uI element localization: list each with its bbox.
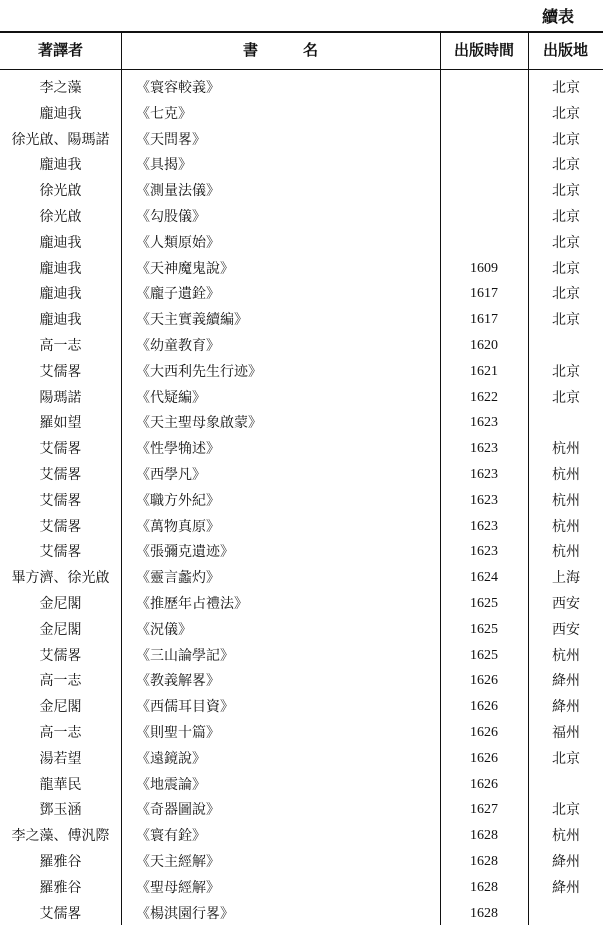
table-row	[0, 823, 603, 849]
table-row	[0, 514, 603, 540]
place-cell: 北京	[552, 131, 580, 148]
author-cell: 羅雅谷	[39, 879, 82, 896]
year-cell: 1627	[470, 802, 498, 818]
author-cell: 徐光啟、陽瑪諾	[11, 131, 110, 148]
year-cell: 1628	[470, 854, 498, 869]
place-cell: 北京	[552, 750, 580, 767]
title-cell: 《代疑編》	[136, 389, 206, 406]
author-cell: 艾儒畧	[39, 905, 82, 922]
table-row	[0, 797, 603, 823]
continued-table-label: 續表	[542, 7, 575, 26]
table-row	[0, 462, 603, 488]
author-cell: 艾儒畧	[39, 441, 82, 458]
place-cell: 上海	[552, 570, 580, 587]
table-row	[0, 204, 603, 230]
place-cell: 杭州	[552, 492, 580, 509]
title-cell: 《天問畧》	[136, 131, 206, 148]
table-row	[0, 643, 603, 669]
table-row	[0, 436, 603, 462]
author-cell: 龐迪我	[39, 234, 82, 251]
place-cell: 北京	[552, 802, 580, 819]
title-cell: 《遠鏡說》	[136, 750, 206, 767]
table-row	[0, 152, 603, 178]
table-row	[0, 410, 603, 436]
title-cell: 《奇器圖說》	[136, 802, 220, 819]
year-cell: 1623	[470, 441, 498, 457]
table-row	[0, 772, 603, 798]
author-cell: 徐光啟	[39, 183, 82, 200]
table-row	[0, 256, 603, 282]
title-cell: 《職方外紀》	[136, 492, 220, 509]
place-cell: 福州	[552, 725, 580, 741]
table-row	[0, 359, 603, 385]
table-top-rule	[0, 31, 603, 33]
year-cell: 1626	[470, 699, 498, 715]
table-row	[0, 333, 603, 359]
author-cell: 龐迪我	[39, 105, 82, 122]
year-cell: 1623	[470, 492, 498, 508]
place-cell: 北京	[552, 363, 580, 380]
title-cell: 《具揭》	[136, 157, 192, 174]
author-cell: 金尼閣	[39, 699, 82, 716]
author-cell: 高一志	[39, 338, 82, 354]
author-cell: 艾儒畧	[39, 363, 82, 380]
place-cell: 杭州	[552, 441, 580, 458]
table-row	[0, 565, 603, 591]
place-cell: 杭州	[552, 647, 580, 664]
place-cell: 杭州	[552, 518, 580, 535]
year-cell: 1628	[470, 828, 498, 844]
place-cell: 北京	[552, 183, 580, 200]
year-cell: 1623	[470, 415, 498, 431]
title-cell: 《聖母經解》	[136, 879, 220, 896]
title-cell: 《測量法儀》	[136, 183, 220, 200]
place-cell: 北京	[552, 80, 580, 96]
place-cell: 北京	[552, 312, 580, 329]
year-cell: 1628	[470, 879, 498, 895]
title-cell: 《七克》	[136, 105, 192, 122]
author-cell: 艾儒畧	[39, 647, 82, 664]
author-cell: 高一志	[39, 725, 82, 741]
title-cell: 《天主經解》	[136, 854, 220, 870]
title-cell: 《楊淇園行畧》	[136, 905, 234, 922]
table-row	[0, 307, 603, 333]
year-cell: 1625	[470, 596, 498, 611]
title-cell: 《西儒耳目資》	[136, 699, 234, 716]
table-row	[0, 901, 603, 927]
table-row	[0, 101, 603, 127]
header-title: 書 名	[242, 41, 318, 59]
author-cell: 畢方濟、徐光啟	[11, 570, 110, 587]
table-row	[0, 385, 603, 411]
year-cell: 1617	[470, 286, 498, 302]
place-cell: 北京	[552, 105, 580, 122]
author-cell: 龐迪我	[39, 286, 82, 303]
year-cell: 1626	[470, 750, 498, 766]
header-place: 出版地	[542, 41, 588, 59]
table-row	[0, 127, 603, 153]
table-row	[0, 178, 603, 204]
table-row	[0, 720, 603, 746]
author-cell: 龐迪我	[39, 260, 82, 277]
year-cell: 1621	[470, 363, 498, 379]
title-cell: 《教義解畧》	[136, 673, 220, 690]
author-cell: 龐迪我	[39, 157, 82, 174]
title-cell: 《龐子遺銓》	[136, 286, 220, 303]
place-cell: 北京	[552, 389, 580, 406]
year-cell: 1623	[470, 467, 498, 482]
table-row	[0, 668, 603, 694]
title-cell: 《天神魔鬼說》	[136, 260, 234, 277]
title-cell: 《寰容較義》	[136, 80, 220, 96]
author-cell: 金尼閣	[39, 596, 82, 612]
book-table	[0, 31, 603, 925]
author-cell: 龍華民	[39, 776, 82, 793]
place-cell: 杭州	[552, 467, 580, 483]
year-cell: 1625	[470, 621, 498, 637]
author-cell: 鄧玉涵	[39, 802, 82, 819]
place-cell: 杭州	[552, 544, 580, 561]
table-row	[0, 694, 603, 720]
table-row	[0, 75, 603, 101]
author-cell: 陽瑪諾	[39, 389, 82, 406]
table-row	[0, 746, 603, 772]
table-row	[0, 230, 603, 256]
title-cell: 《大西利先生行迹》	[136, 363, 262, 380]
year-cell: 1624	[470, 570, 498, 586]
place-cell: 北京	[552, 286, 580, 303]
year-cell: 1626	[470, 725, 498, 740]
title-cell: 《況儀》	[136, 621, 192, 638]
title-cell: 《幼童教育》	[136, 338, 220, 354]
year-cell: 1609	[470, 260, 498, 276]
author-cell: 艾儒畧	[39, 544, 82, 561]
title-cell: 《地震論》	[136, 776, 206, 793]
title-cell: 《天主實義續編》	[136, 312, 248, 329]
author-cell: 羅如望	[39, 415, 82, 432]
place-cell: 西安	[552, 621, 580, 638]
table-row	[0, 591, 603, 617]
table-row	[0, 617, 603, 643]
table-row	[0, 281, 603, 307]
year-cell: 1623	[470, 544, 498, 560]
author-cell: 高一志	[39, 673, 82, 690]
place-cell: 杭州	[552, 828, 580, 845]
title-cell: 《推歷年占禮法》	[136, 596, 248, 612]
title-cell: 《張彌克遺迹》	[136, 544, 234, 561]
title-cell: 《則聖十篇》	[136, 725, 220, 741]
title-cell: 《性學觕述》	[136, 441, 220, 458]
header-author: 著譯者	[37, 41, 83, 59]
year-cell: 1626	[470, 776, 498, 792]
table-row	[0, 875, 603, 901]
author-cell: 艾儒畧	[39, 518, 82, 535]
title-cell: 《寰有銓》	[136, 828, 206, 845]
year-cell: 1623	[470, 518, 498, 534]
table-row	[0, 488, 603, 514]
place-cell: 絳州	[552, 879, 580, 896]
title-cell: 《天主聖母象啟蒙》	[136, 415, 262, 432]
place-cell: 北京	[552, 157, 580, 174]
author-cell: 龐迪我	[39, 312, 82, 329]
year-cell: 1620	[470, 338, 498, 353]
year-cell: 1628	[470, 905, 498, 921]
place-cell: 西安	[552, 596, 580, 612]
author-cell: 羅雅谷	[39, 854, 82, 870]
title-cell: 《人類原始》	[136, 234, 220, 251]
table-row	[0, 539, 603, 565]
year-cell: 1626	[470, 673, 498, 689]
table-row	[0, 849, 603, 875]
place-cell: 北京	[552, 234, 580, 251]
place-cell: 北京	[552, 209, 580, 225]
author-cell: 李之藻	[39, 80, 82, 96]
title-cell: 《勾股儀》	[136, 209, 206, 225]
author-cell: 徐光啟	[39, 209, 82, 225]
title-cell: 《三山論學記》	[136, 647, 234, 664]
title-cell: 《靈言蠡灼》	[136, 570, 220, 587]
author-cell: 艾儒畧	[39, 467, 82, 483]
place-cell: 絳州	[552, 854, 580, 870]
place-cell: 北京	[552, 260, 580, 277]
author-cell: 湯若望	[39, 750, 82, 767]
author-cell: 金尼閣	[39, 621, 82, 638]
author-cell: 李之藻、傅汎際	[11, 828, 110, 845]
place-cell: 絳州	[552, 699, 580, 716]
year-cell: 1622	[470, 389, 498, 405]
header-year: 出版時間	[453, 41, 514, 59]
header-bottom-rule	[0, 69, 603, 70]
title-cell: 《萬物真原》	[136, 518, 220, 535]
year-cell: 1617	[470, 312, 498, 328]
place-cell: 絳州	[552, 673, 580, 690]
year-cell: 1625	[470, 647, 498, 663]
title-cell: 《西學凡》	[136, 467, 206, 483]
author-cell: 艾儒畧	[39, 492, 82, 509]
